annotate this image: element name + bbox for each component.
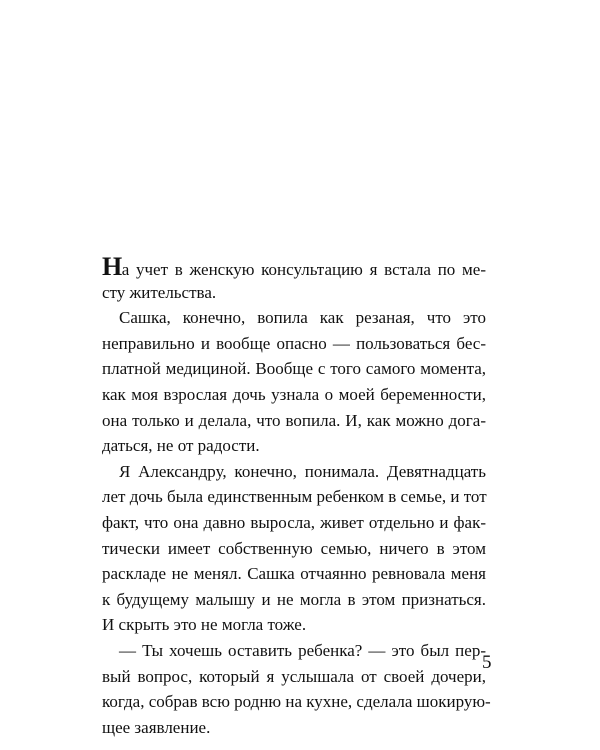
text-line: Сашка, конечно, вопила как резаная, что это (119, 308, 486, 328)
text-line: И скрыть это не могла тоже. (102, 615, 307, 635)
text-line: раскладе не менял. Сашка отчаянно ревновала меня (102, 564, 486, 584)
text-line: тически имеет собственную семью, ничего в этом (102, 538, 486, 558)
text-line: как моя взрослая дочь узнала о моей беременности, (102, 384, 486, 404)
text-line: сту жительства. (102, 282, 217, 302)
text-line: — Ты хочешь оставить ребенка? — это был пер- (119, 640, 486, 660)
text-line: На учет в женскую консультацию я встала по ме- (102, 252, 486, 281)
text-line: даться, не от радости. (102, 436, 260, 456)
text-line: лет дочь была единственным ребенком в семье, и тот (102, 487, 487, 507)
text-line: факт, что она давно выросла, живет отдельно и фак- (102, 512, 486, 532)
text-line: вый вопрос, который я услышала от своей дочери, (102, 666, 486, 686)
text-line: когда, собрав всю родню на кухне, сделала шокирую- (102, 692, 491, 712)
page-number: 5 (482, 652, 492, 673)
text-line: Я Александру, конечно, понимала. Девятнадцать (119, 461, 486, 481)
text-line: платной медициной. Вообще с того самого момента, (102, 359, 486, 379)
text-line: к будущему малышу и не могла в этом признаться. (102, 589, 486, 609)
text-line: неправильно и вообще опасно — пользоваться бес- (102, 333, 486, 353)
drop-cap: Н (102, 252, 122, 281)
text-line: она только и делала, что вопила. И, как можно дога- (102, 410, 486, 430)
text-line: щее заявление. (102, 717, 211, 737)
body-text (102, 252, 491, 740)
